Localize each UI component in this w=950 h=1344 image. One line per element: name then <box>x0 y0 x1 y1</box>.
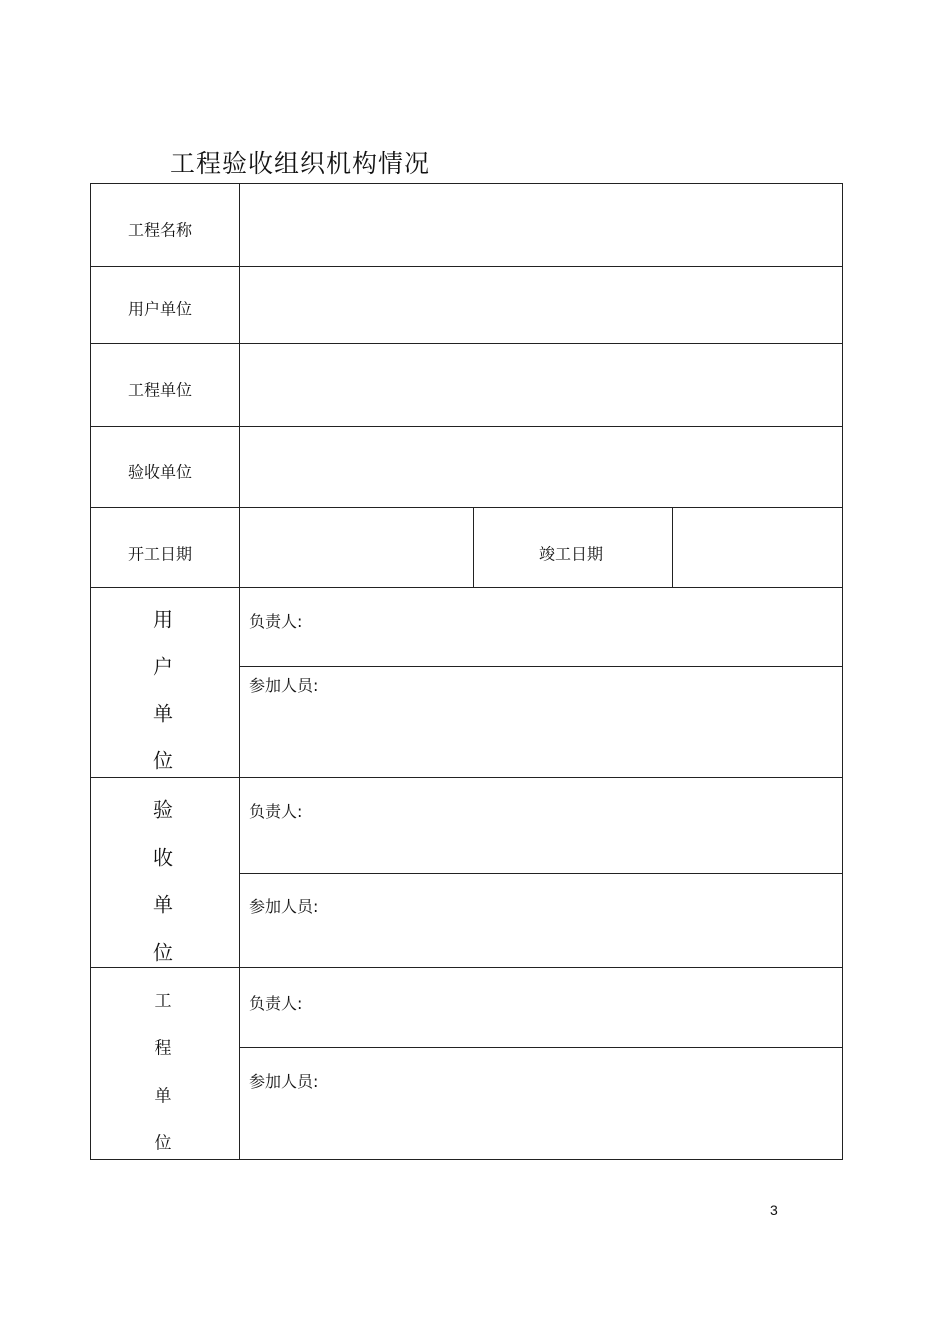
group-label-char: 位 <box>153 748 173 773</box>
row-divider <box>90 266 843 267</box>
row-divider <box>90 426 843 427</box>
row-divider <box>90 967 843 968</box>
label-column-divider <box>239 183 240 1160</box>
start-date-label: 开工日期 <box>127 544 193 564</box>
date-cell-divider <box>473 507 474 588</box>
members-label: 参加人员: <box>249 1072 319 1091</box>
group-label-char: 位 <box>153 940 173 965</box>
row-divider <box>90 343 843 344</box>
user-unit-label: 用户单位 <box>127 299 193 319</box>
page-number: 3 <box>770 1202 778 1218</box>
table-border-top <box>90 183 843 184</box>
group-subrow-divider <box>239 666 843 667</box>
members-label: 参加人员: <box>249 897 319 916</box>
group-label-char: 验 <box>153 797 173 822</box>
members-label: 参加人员: <box>249 676 319 695</box>
acceptance-unit-label: 验收单位 <box>127 462 193 482</box>
group-label-char: 户 <box>153 654 173 679</box>
date-cell-divider <box>672 507 673 588</box>
page-title: 工程验收组织机构情况 <box>170 149 431 178</box>
group-label-char: 用 <box>153 607 173 632</box>
group-subrow-divider <box>239 873 843 874</box>
group-label-char: 单 <box>154 1086 172 1107</box>
table-border-left <box>90 183 91 1160</box>
group-label-char: 单 <box>153 701 173 726</box>
table-border-right <box>842 183 843 1160</box>
group-subrow-divider <box>239 1047 843 1048</box>
leader-label: 负责人: <box>249 612 303 631</box>
group-label-char: 程 <box>154 1038 172 1059</box>
engineering-unit-label: 工程单位 <box>127 380 193 400</box>
group-label-char: 工 <box>154 991 172 1012</box>
completion-date-label: 竣工日期 <box>538 544 604 564</box>
leader-label: 负责人: <box>249 994 303 1013</box>
row-divider <box>90 507 843 508</box>
leader-label: 负责人: <box>249 802 303 821</box>
table-border-bottom <box>90 1159 843 1160</box>
row-divider <box>90 777 843 778</box>
group-label-char: 位 <box>154 1133 172 1154</box>
row-divider <box>90 587 843 588</box>
group-label-char: 收 <box>153 845 173 870</box>
group-label-char: 单 <box>153 892 173 917</box>
project-name-label: 工程名称 <box>127 220 193 240</box>
